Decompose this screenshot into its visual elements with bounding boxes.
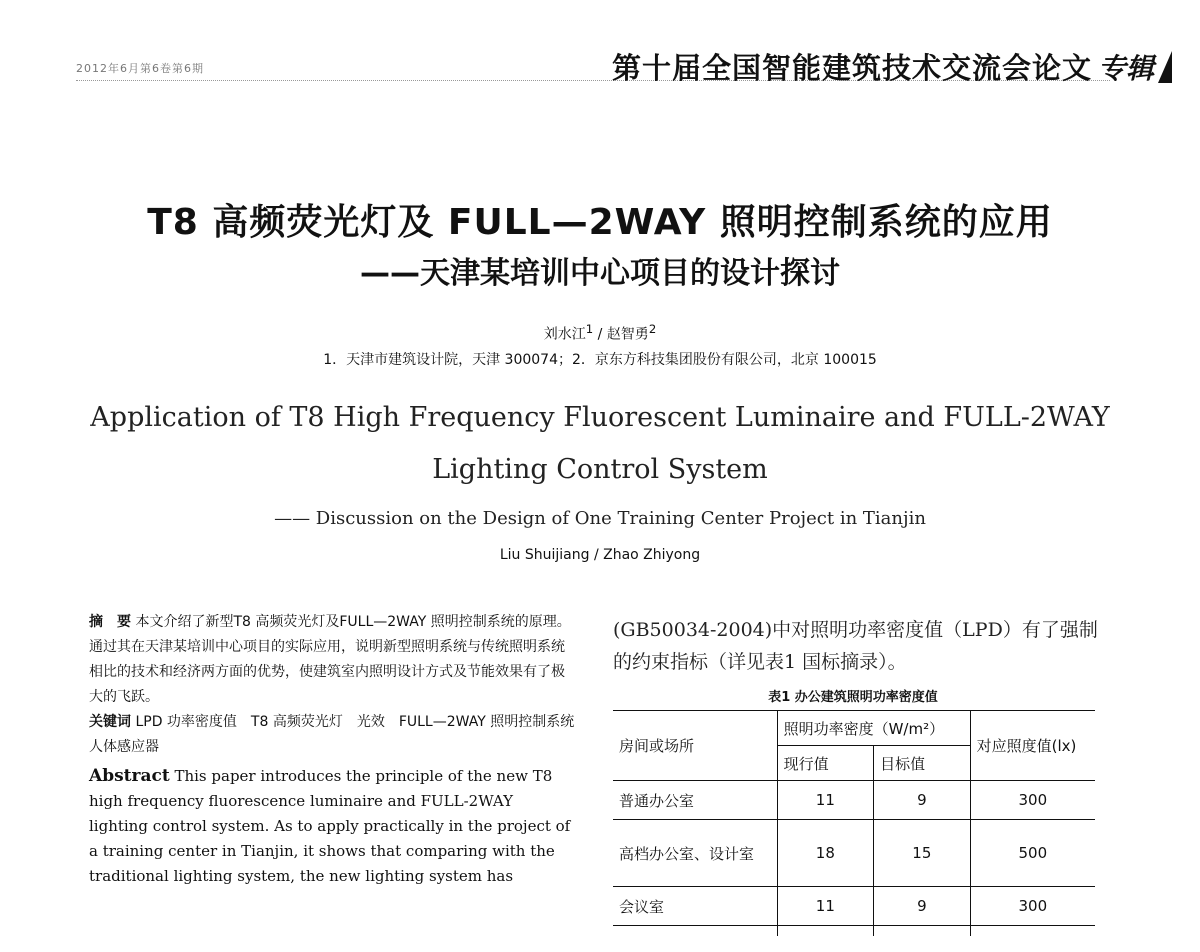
english-title-line-1: Application of T8 High Frequency Fluorescent Luminaire and FULL-2WAY — [90, 402, 1110, 433]
paper-title: T8 高频荧光灯及 FULL—2WAY 照明控制系统的应用 — [147, 202, 1053, 243]
cell-room: 会议室 — [613, 887, 777, 926]
lpd-table — [613, 710, 1095, 936]
table-header-row — [613, 711, 1095, 746]
abstract-en-text: This paper introduces the principle of the new T8 high frequency fluorescence luminaire and FULL-2WAY lighting control system. As to apply practically in the project of a training center in Tianjin, it shows that comparing with the traditional lighting system, the new lighting system has — [89, 767, 571, 885]
table-row — [613, 820, 1095, 887]
author-2-sup: 2 — [648, 322, 657, 336]
cell-empty — [613, 926, 777, 937]
cell-target: 9 — [874, 781, 971, 820]
author-line — [0, 322, 1200, 344]
header-current: 现行值 — [777, 746, 874, 781]
abstract-cn-text: 本文介绍了新型T8 高频荧光灯及FULL—2WAY 照明控制系统的原理。通过其在天津某培训中心项目的实际应用，说明新型照明系统与传统照明系统相比的技术和经济两方面的优势，使建筑室内照明设计方式及节能效果有了极大的飞跃。 — [89, 614, 571, 705]
english-subtitle: —— Discussion on the Design of One Training Center Project in Tianjin — [274, 508, 926, 529]
author-1: 刘水江 — [543, 326, 586, 343]
table-row — [613, 887, 1095, 926]
header-block-icon — [1158, 51, 1172, 83]
header-lux: 对应照度值(lx) — [970, 711, 1095, 781]
right-column — [613, 614, 1103, 678]
body-paragraph: (GB50034-2004)中对照明功率密度值（LPD）有了强制的约束指标（详见表1 国标摘录）。 — [613, 619, 1098, 673]
author-1-sup: 1 — [585, 322, 594, 336]
cell-current: 11 — [777, 887, 874, 926]
series-header — [612, 46, 1172, 87]
cell-lux: 300 — [970, 887, 1095, 926]
cell-room: 高档办公室、设计室 — [613, 820, 777, 887]
table-row — [613, 781, 1095, 820]
table-caption: 表1 办公建筑照明功率密度值 — [768, 690, 938, 705]
series-title: 第十届全国智能建筑技术交流会论文 — [611, 51, 1092, 85]
abstract-cn-label: 摘 要 — [89, 614, 131, 630]
affiliations: 1．天津市建筑设计院，天津 300074；2．京东方科技集团股份有限公司，北京 100015 — [323, 352, 877, 368]
header-target: 目标值 — [874, 746, 971, 781]
header-room: 房间或场所 — [613, 711, 777, 781]
cell-target: 9 — [874, 887, 971, 926]
cell-current: 11 — [777, 781, 874, 820]
cell-empty — [777, 926, 874, 937]
abstract-cn — [89, 610, 575, 710]
english-title-line-2: Lighting Control System — [432, 454, 768, 485]
abstract-en — [89, 764, 575, 889]
keywords — [89, 710, 589, 760]
table-row-cutoff — [613, 926, 1095, 937]
abstract-en-label: Abstract — [89, 766, 170, 786]
cell-empty — [970, 926, 1095, 937]
cell-lux: 500 — [970, 820, 1095, 887]
author-separator: / — [593, 326, 607, 343]
header-lpd: 照明功率密度（W/m²） — [777, 711, 970, 746]
left-column — [89, 610, 589, 889]
cell-current: 18 — [777, 820, 874, 887]
author-2: 赵智勇 — [606, 326, 649, 343]
keywords-label: 关键词 — [89, 714, 131, 730]
cell-empty — [874, 926, 971, 937]
english-authors: Liu Shuijiang / Zhao Zhiyong — [499, 547, 701, 563]
cell-lux: 300 — [970, 781, 1095, 820]
issue-info: 2012年6月第6卷第6期 — [76, 62, 204, 75]
cell-room: 普通办公室 — [613, 781, 777, 820]
series-tag: 专辑 — [1097, 51, 1154, 85]
paper-subtitle: ——天津某培训中心项目的设计探讨 — [360, 256, 840, 291]
cell-target: 15 — [874, 820, 971, 887]
keywords-text: LPD 功率密度值 T8 高频荧光灯 光效 FULL—2WAY 照明控制系统 人体感应器 — [89, 714, 589, 755]
